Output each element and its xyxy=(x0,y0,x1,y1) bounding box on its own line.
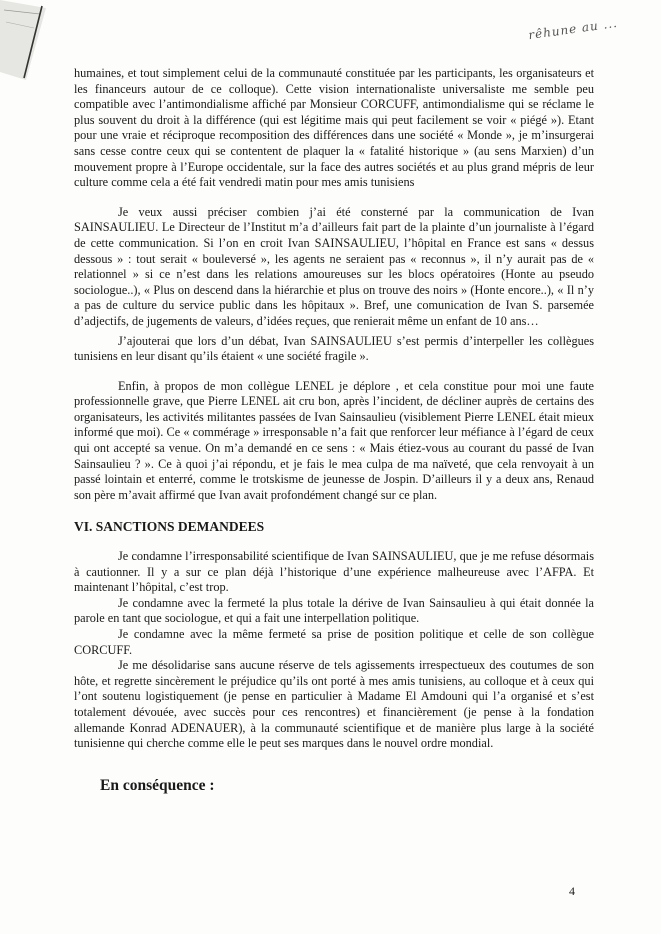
paragraph-sanction-2: Je condamne avec la fermeté la plus totale la dérive de Ivan Sainsaulieu à qui était donnée la parole en tant que sociologue, et qui a fait une interpellation politique. xyxy=(74,595,594,626)
scan-corner-artifact xyxy=(0,0,48,80)
paragraph-sanction-1: Je condamne l’irresponsabilité scientifique de Ivan SAINSAULIEU, que je me refuse désormais à cautionner. Il y a sur ce plan déjà l’historique d’une expérience malheureuse avec l’AFPA. Et maintenant l’hôpital, c’est trop. xyxy=(74,549,594,595)
handwritten-note: rêhune au ... xyxy=(527,15,619,43)
paragraph-continuation: humaines, et tout simplement celui de la communauté constituée par les participants, les organisateurs et les financeurs autour de ce colloque). Cette vision internationaliste universaliste me semble peu compatible avec l’antimondialisme affiché par Monsieur CORCUFF, antimondialisme qui se réclame le plus souvent du droit à la différence (qui est légitime mais qui peut facilement se voir « piégé »). Etant pour une vraie et réciproque recomposition des différences dans une société « Monde », je m’insurgerai sans cesse contre ceux qui se contentent de plaquer la « fatalité historique » (au sens Marxien) d’un mouvement propre à l’Europe occidentale, sur la face des autres sociétés et au plus grand mépris de leur culture comme cela a été fait vendredi matin pour mes amis tunisiens xyxy=(74,66,594,190)
paragraph-sanction-4: Je me désolidarise sans aucune réserve de tels agissements irrespectueux des coutumes de son hôte, et regrette sincèrement le préjudice qu’ils ont porté à mes amis tunisiens, au colloque et à ceux qui l’ont soutenu logistiquement (je pense en particulier à Madame El Amdouni qui l’a organisé et s’est totalement dévouée, avec succès pour ces rencontres) et financièrement (je pense à la fondation allemande Konrad ADENAUER), à la communauté scientifique et de manière plus large à la société tunisienne qui cherche comme elle le peut ses marques dans le nouvel ordre mondial. xyxy=(74,658,594,751)
paragraph-sanction-3: Je condamne avec la même fermeté sa prise de position politique et celle de son collègue CORCUFF. xyxy=(74,627,594,657)
section-heading-sanctions: VI. SANCTIONS DEMANDEES xyxy=(74,519,265,535)
paragraph-sainsaulieu-communication: Je veux aussi préciser combien j’ai été consterné par la communication de Ivan SAINSAULIEU. Le Directeur de l’Institut m’a d’ailleurs fait part de la plainte d’un journaliste à l’égard de cette communication. Si l’on en croit Ivan SAINSAULIEU, l’hôpital en France est sans « dessus dessous » : tout serait « bouleversé », les agents ne seraient pas « reconnus », il n’y aurait pas de « relationnel » si ce n’est dans les relations amoureuses sur les blocs opératoires (Honte au pseudo sociologue..), « Plus on descend dans la hiérarchie et plus on trouve des noirs » (Honte encore..), « Il n’y a pas de culture du service public dans les hôpitaux ». Bref, une comunication de Ivan S. parsemée d’adjectifs, de jugements de valeurs, d’idées reçues, que renierait même un enfant de 10 ans… xyxy=(74,204,594,328)
paragraph-societe-fragile: J’ajouterai que lors d’un débat, Ivan SAINSAULIEU s’est permis d’interpeller les collègues tunisiens en leur disant qu’ils étaient « une société fragile ». xyxy=(74,333,594,364)
conclusion-heading: En conséquence : xyxy=(100,776,215,794)
document-body xyxy=(74,66,594,793)
page-number: 4 xyxy=(569,884,575,898)
paragraph-lenel: Enfin, à propos de mon collègue LENEL je déplore , et cela constitue pour moi une faute professionnelle grave, que Pierre LENEL ait cru bon, après l’incident, de décliner auprès de certains des organisateurs, les activités militantes passées de Ivan Sainsaulieu (visiblement Pierre LENEL était mieux informé que moi). Ce « commérage » irresponsable n’a fait que renforcer leur méfiance à l’égard de ceux qui ont accepté sa venue. On m’a demandé en ce sens : « Mais étiez-vous au courant du passé de Ivan Sainsaulieu ? ». Ce à quoi j’ai répondu, et je fais le mea culpa de ma naïveté, que cela renvoyait à un passé lointain et enterré, comme le trotskisme de jeunesse de Jospin. D’ailleurs il y a deux ans, Renaud son père m’avait affirmé que Ivan avait profondément changé sur ce plan. xyxy=(74,378,594,502)
